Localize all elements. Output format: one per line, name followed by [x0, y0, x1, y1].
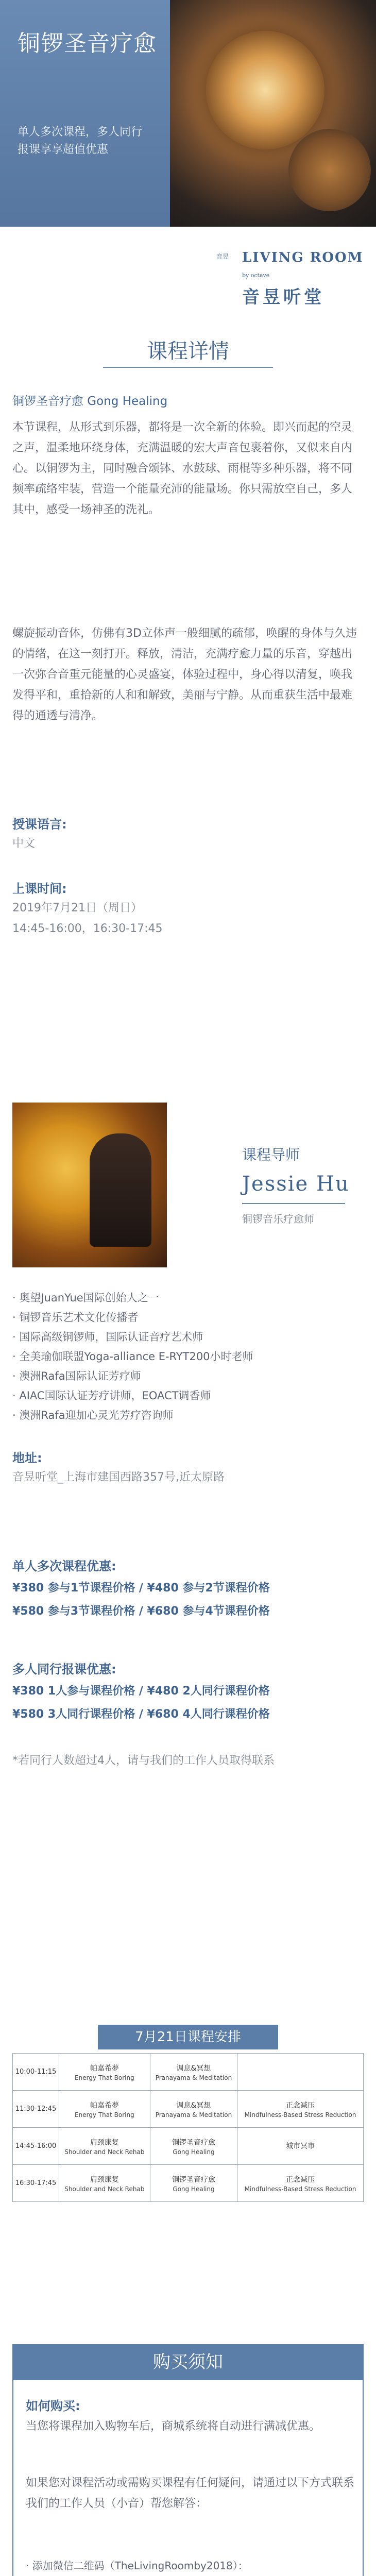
cell-cn: 帕嘉希夢 — [90, 2064, 119, 2073]
logo-line1 — [216, 250, 366, 281]
schedule-banner: 7月21日课程安排 — [98, 2025, 278, 2049]
single-pricing-line2: ¥580 参与3节课程价格 / ¥680 参与4节课程价格 — [12, 1605, 270, 1618]
credential-item: · 全美瑜伽联盟Yoga-alliance E-RYT200小时老师 — [12, 1350, 253, 1363]
location-value: 音昱听堂_上海市建国西路357号,近太原路 — [12, 1471, 225, 1484]
cell-cn: 调息&冥想 — [176, 2064, 211, 2073]
cell-cn: 铜锣圣音疗愈 — [172, 2138, 215, 2147]
teacher-name: Jessie Hu — [242, 1172, 350, 1196]
cell-en: Energy That Boring — [75, 2111, 134, 2119]
schedule-table — [12, 2053, 364, 2202]
teacher-role: 铜锣音乐疗愈师 — [242, 1213, 314, 1225]
hero-title: 铜锣圣音疗愈 — [18, 30, 157, 57]
language-value: 中文 — [12, 837, 36, 850]
time-value1: 2019年7月21日（周日） — [12, 902, 142, 914]
table-row — [13, 2128, 364, 2165]
credential-item: · 奥望JuanYue国际创始人之一 — [12, 1292, 159, 1304]
teacher-figure — [90, 1133, 151, 1247]
cell-en: Mindfulness-Based Stress Reduction — [244, 2111, 356, 2119]
details-title: 课程详情 — [147, 340, 229, 363]
schedule-cell — [237, 2165, 364, 2202]
credential-item: · 澳洲Rafa迎加心灵光芳疗咨询师 — [12, 1409, 174, 1421]
teacher-name-rule — [242, 1203, 345, 1204]
details-para1: 本节课程，从形式到乐器，都将是一次全新的体验。即兴而起的空灵之声，温柔地环绕身体，充满温暖的宏大声音包裹着你，又似来自内心。以铜锣为主，同时融合颂钵、水鼓球、雨棍等多种乐器，将不同频率疏络牢装，营造一个能量充沛的能量场。你只需放空自己，多人其中，感受一场神圣的洗礼。 — [12, 421, 353, 516]
schedule-cell — [237, 2091, 364, 2128]
details-para2: 螺旋振动音体，仿佛有3D立体声一般细腻的疏郁，唤醒的身体与久违的情绪，在这一刻打开。释放，清洁，充满疗愈力量的乐音，穿越出一次弥合音重元能量的心灵盛宴，体验过程中，身心得以清复，唤我发得平和，重拾新的人和和解致，美丽与宁静。从而重获生活中最难得的通透与清净。 — [12, 627, 357, 722]
group-pricing-label: 多人同行报课优惠: — [12, 1662, 116, 1676]
gong-image-2 — [288, 129, 371, 211]
cell-cn: 调息&冥想 — [176, 2101, 211, 2110]
schedule-cell — [59, 2091, 150, 2128]
logo-small: 音昱 — [216, 253, 229, 260]
language-label: 授课语言: — [12, 817, 67, 832]
single-pricing-line1: ¥380 参与1节课程价格 / ¥480 参与2节课程价格 — [12, 1582, 270, 1595]
cell-cn: 城市冥市 — [286, 2142, 315, 2150]
course-name: 铜锣圣音疗愈 Gong Healing — [12, 395, 168, 408]
table-row — [13, 2054, 364, 2091]
teacher-credentials — [12, 1288, 363, 1425]
schedule-time: 14:45-16:00 — [13, 2128, 59, 2165]
credential-item: · 国际高级铜锣师，国际认证音疗艺术师 — [12, 1331, 203, 1343]
schedule-cell — [150, 2054, 237, 2091]
location-label: 地址: — [12, 1451, 42, 1465]
schedule-cell — [237, 2128, 364, 2165]
table-row — [13, 2165, 364, 2202]
schedule-cell — [150, 2165, 237, 2202]
brand-logo — [216, 250, 366, 308]
cell-cn: 铜锣圣音疗愈 — [172, 2175, 215, 2184]
group-pricing-line2: ¥580 3人同行课程价格 / ¥680 4人同行课程价格 — [12, 1708, 270, 1721]
schedule-cell — [150, 2091, 237, 2128]
group-pricing-line1: ¥380 1人参与课程价格 / ¥480 2人同行课程价格 — [12, 1685, 270, 1698]
schedule-time: 11:30-12:45 — [13, 2091, 59, 2128]
contact-text: 如果您对课程活动或需购买课程有任何疑问，请通过以下方式联系我们的工作人员（小音）帮您解答： — [26, 2477, 355, 2510]
schedule-cell — [59, 2128, 150, 2165]
schedule-time: 16:30-17:45 — [13, 2165, 59, 2202]
logo-line1-suffix: by octave — [242, 272, 270, 279]
hero-banner — [0, 0, 376, 227]
credential-item: · 铜锣音乐艺术文化传播者 — [12, 1311, 139, 1324]
credential-item: · 澳洲Rafa国际认证芳疗师 — [12, 1370, 141, 1382]
details-rule — [103, 367, 273, 368]
cell-cn: 帕嘉希夢 — [90, 2101, 119, 2110]
wechat-line: · 添加微信二维码（TheLivingRoomby2018）： — [26, 2560, 248, 2572]
table-row — [13, 2091, 364, 2128]
cell-cn: 正念减压 — [286, 2175, 315, 2184]
cell-en: Energy That Boring — [75, 2074, 134, 2081]
gong-image — [206, 31, 324, 149]
hero-subtitle: 单人多次课程，多人同行报课享享超值优惠 — [18, 126, 143, 156]
hero-gong-photo — [170, 0, 376, 227]
cell-en: Shoulder and Neck Rehab — [64, 2185, 145, 2193]
schedule-cell — [59, 2165, 150, 2202]
purchase-heading: 购买须知 — [12, 2344, 364, 2380]
pricing-note: *若同行人数超过4人，请与我们的工作人员取得联系 — [12, 1754, 275, 1767]
cell-cn: 肩颈康复 — [90, 2175, 119, 2184]
schedule-cell — [59, 2054, 150, 2091]
cell-en: Gong Healing — [173, 2148, 215, 2156]
how-to-buy-label: 如何购买: — [26, 2399, 80, 2413]
time-label: 上课时间: — [12, 882, 67, 896]
schedule-cell — [150, 2128, 237, 2165]
cell-en: Pranayama & Meditation — [155, 2111, 232, 2119]
schedule-cell — [237, 2054, 364, 2091]
credential-item: · AIAC国际认证芳疗讲师，EOACT调香师 — [12, 1389, 211, 1402]
single-pricing-label: 单人多次课程优惠: — [12, 1559, 116, 1573]
cell-cn: 正念减压 — [286, 2101, 315, 2110]
how-to-buy-text: 当您将课程加入购物车后，商城系统将自动进行满减优惠。 — [26, 2420, 321, 2433]
teacher-section-title: 课程导师 — [242, 1146, 300, 1163]
logo-line2: 音昱听堂 — [242, 287, 324, 308]
cell-en: Mindfulness-Based Stress Reduction — [244, 2185, 356, 2193]
cell-en: Pranayama & Meditation — [155, 2074, 232, 2081]
logo-line1-text: LIVING ROOM — [242, 250, 364, 265]
cell-en: Shoulder and Neck Rehab — [64, 2148, 145, 2156]
teacher-photo — [12, 1103, 167, 1267]
time-value2: 14:45-16:00，16:30-17:45 — [12, 922, 163, 935]
cell-cn: 肩颈康复 — [90, 2138, 119, 2147]
schedule-time: 10:00-11:15 — [13, 2054, 59, 2091]
cell-en: Gong Healing — [173, 2185, 215, 2193]
